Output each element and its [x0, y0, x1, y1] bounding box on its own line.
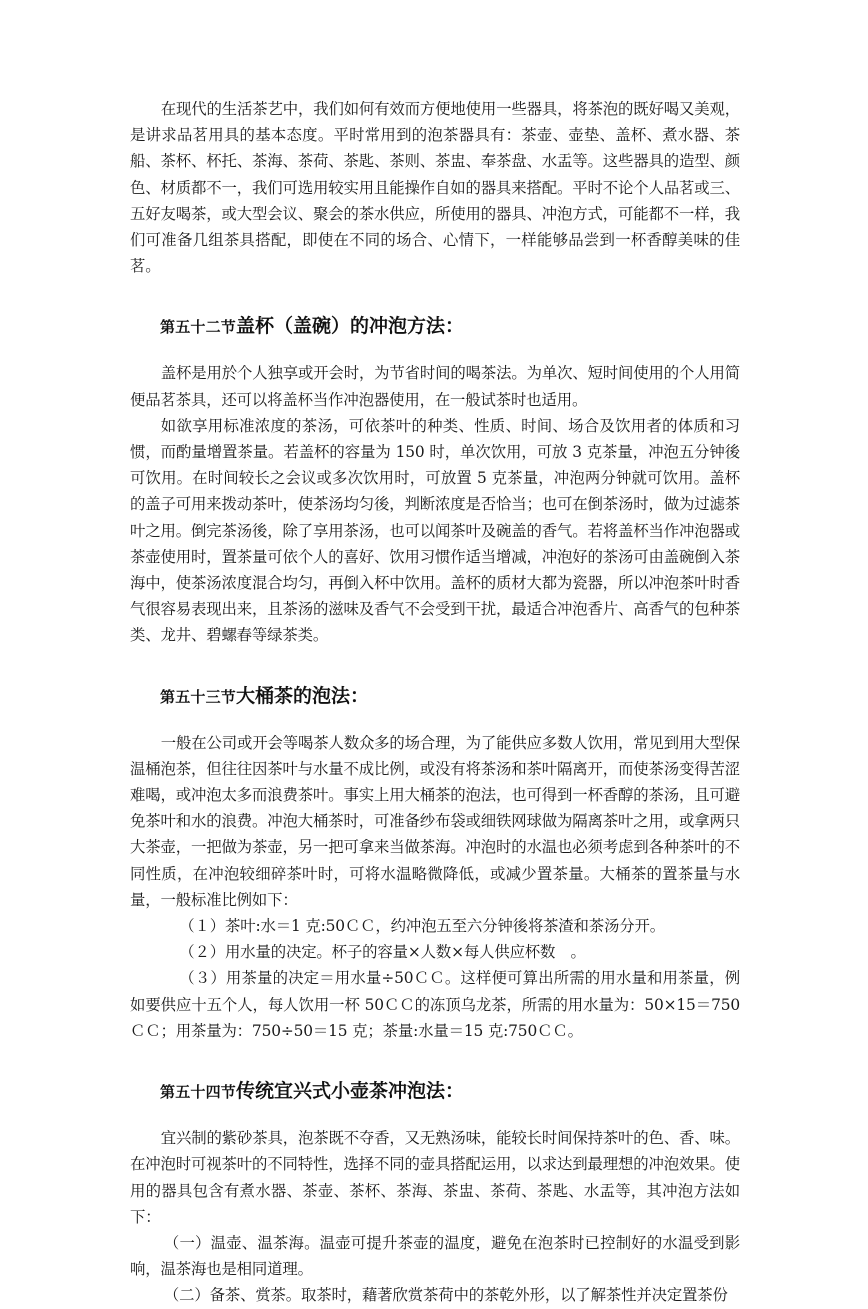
section-52-paragraph-2: 如欲享用标准浓度的茶汤，可依茶叶的种类、性质、时间、场合及饮用者的体质和习惯，而酌量增置茶量。若盖杯的容量为 150 时，单次饮用，可放 3 克茶量，冲泡五分钟後可饮用。在时间较长之会议或多次饮用时，可放置 5 克茶量，冲泡两分钟就可饮用。盖杯的盖子可用来拨动茶叶，使茶汤均匀後，判断浓度是否恰当；也可在倒茶汤时，做为过滤茶叶之用。倒完茶汤後，除了享用茶汤，也可以闻茶叶及碗盖的香气。若将盖杯当作冲泡器或茶壶使用时，置茶量可依个人的喜好、饮用习惯作适当增减，冲泡好的茶汤可由盖碗倒入茶海中，使茶汤浓度混合均匀，再倒入杯中饮用。盖杯的质材大都为瓷器，所以冲泡茶叶时香气很容易表现出来，且茶汤的滋味及香气不会受到干扰，最适合冲泡香片、高香气的包种茶类、龙井、碧螺春等绿茶类。	[130, 416, 740, 645]
section-53-number: 第五十三节	[160, 687, 237, 706]
section-53-heading	[130, 679, 740, 712]
section-53-title: 大桶茶的泡法：	[236, 684, 370, 707]
section-53-item-2: （２）用水量的决定。杯子的容量×人数×每人供应杯数 。	[179, 943, 586, 962]
section-54-title: 传统宜兴式小壶茶冲泡法：	[236, 1080, 465, 1103]
section-52-title: 盖杯（盖碗）的冲泡方法：	[236, 315, 465, 338]
section-54-step-1: （一）温壶、温茶海。温壶可提升茶壶的温度，避免在泡茶时已控制好的水温受到影响，温茶海也是相同道理。	[130, 1233, 740, 1279]
section-54-number: 第五十四节	[160, 1083, 237, 1102]
section-52-number: 第五十二节	[160, 318, 237, 337]
intro-paragraph: 在现代的生活茶艺中，我们如何有效而方便地使用一些器具，将茶泡的既好喝又美观，是讲求品茗用具的基本态度。平时常用到的泡茶器具有：茶壶、壶垫、盖杯、煮水器、茶船、茶杯、杯托、茶海、茶荷、茶匙、茶则、茶盅、奉茶盘、水盂等。这些器具的造型、颜色、材质都不一，我们可选用较实用且能操作自如的器具来搭配。平时不论个人品茗或三、五好友喝茶，或大型会议、聚会的茶水供应，所使用的器具、冲泡方式，可能都不一样，我们可准备几组茶具搭配，即使在不同的场合、心情下，一样能够品尝到一杯香醇美味的佳茗。	[130, 100, 740, 276]
section-52-heading	[130, 309, 740, 342]
section-54-paragraph-1: 宜兴制的紫砂茶具，泡茶既不夺香，又无熟汤味，能较长时间保持茶叶的色、香、味。在冲泡时可视茶叶的不同特性，选择不同的壶具搭配运用，以求达到最理想的冲泡效果。使用的器具包含有煮水器、茶壶、茶杯、茶海、茶盅、茶荷、茶匙、水盂等，其冲泡方法如下：	[130, 1129, 740, 1226]
document-body	[130, 96, 740, 1309]
section-54-heading	[130, 1074, 740, 1107]
section-53-paragraph-1: 一般在公司或开会等喝茶人数众多的场合理，为了能供应多数人饮用，常见到用大型保温桶泡茶，但往往因茶叶与水量不成比例，或没有将茶汤和茶叶隔离开，而使茶汤变得苦涩难喝，或冲泡太多而浪费茶叶。事实上用大桶茶的泡法，也可得到一杯香醇的茶汤，且可避免茶叶和水的浪费。冲泡大桶茶时，可准备纱布袋或细铁网球做为隔离茶叶之用，或拿两只大茶壶，一把做为茶壶，另一把可拿来当做茶海。冲泡时的水温也必须考虑到各种茶叶的不同性质，在冲泡较细碎茶叶时，可将水温略微降低，或减少置茶量。大桶茶的置茶量与水量，一般标准比例如下：	[130, 733, 740, 909]
section-53-item-3: （３）用茶量的决定＝用水量÷50ＣＣ。这样便可算出所需的用水量和用茶量，例如要供应十五个人，每人饮用一杯 50ＣＣ的冻顶乌龙茶，所需的用水量为：50×15＝750ＣＣ；用茶量为：750÷50＝15 克；茶量:水量＝15 克:750ＣＣ。	[130, 969, 740, 1040]
section-54-step-2: （二）备茶、赏茶。取茶时，藉著欣赏茶荷中的茶乾外形，以了解茶性并决定置茶份	[163, 1286, 728, 1305]
section-52-paragraph-1: 盖杯是用於个人独享或开会时，为节省时间的喝茶法。为单次、短时间使用的个人用简便品茗茶具，还可以将盖杯当作冲泡器使用，在一般试茶时也适用。	[130, 364, 740, 409]
section-53-item-1: （１）茶叶:水＝1 克:50ＣＣ，约冲泡五至六分钟後将茶渣和茶汤分开。	[179, 917, 665, 936]
